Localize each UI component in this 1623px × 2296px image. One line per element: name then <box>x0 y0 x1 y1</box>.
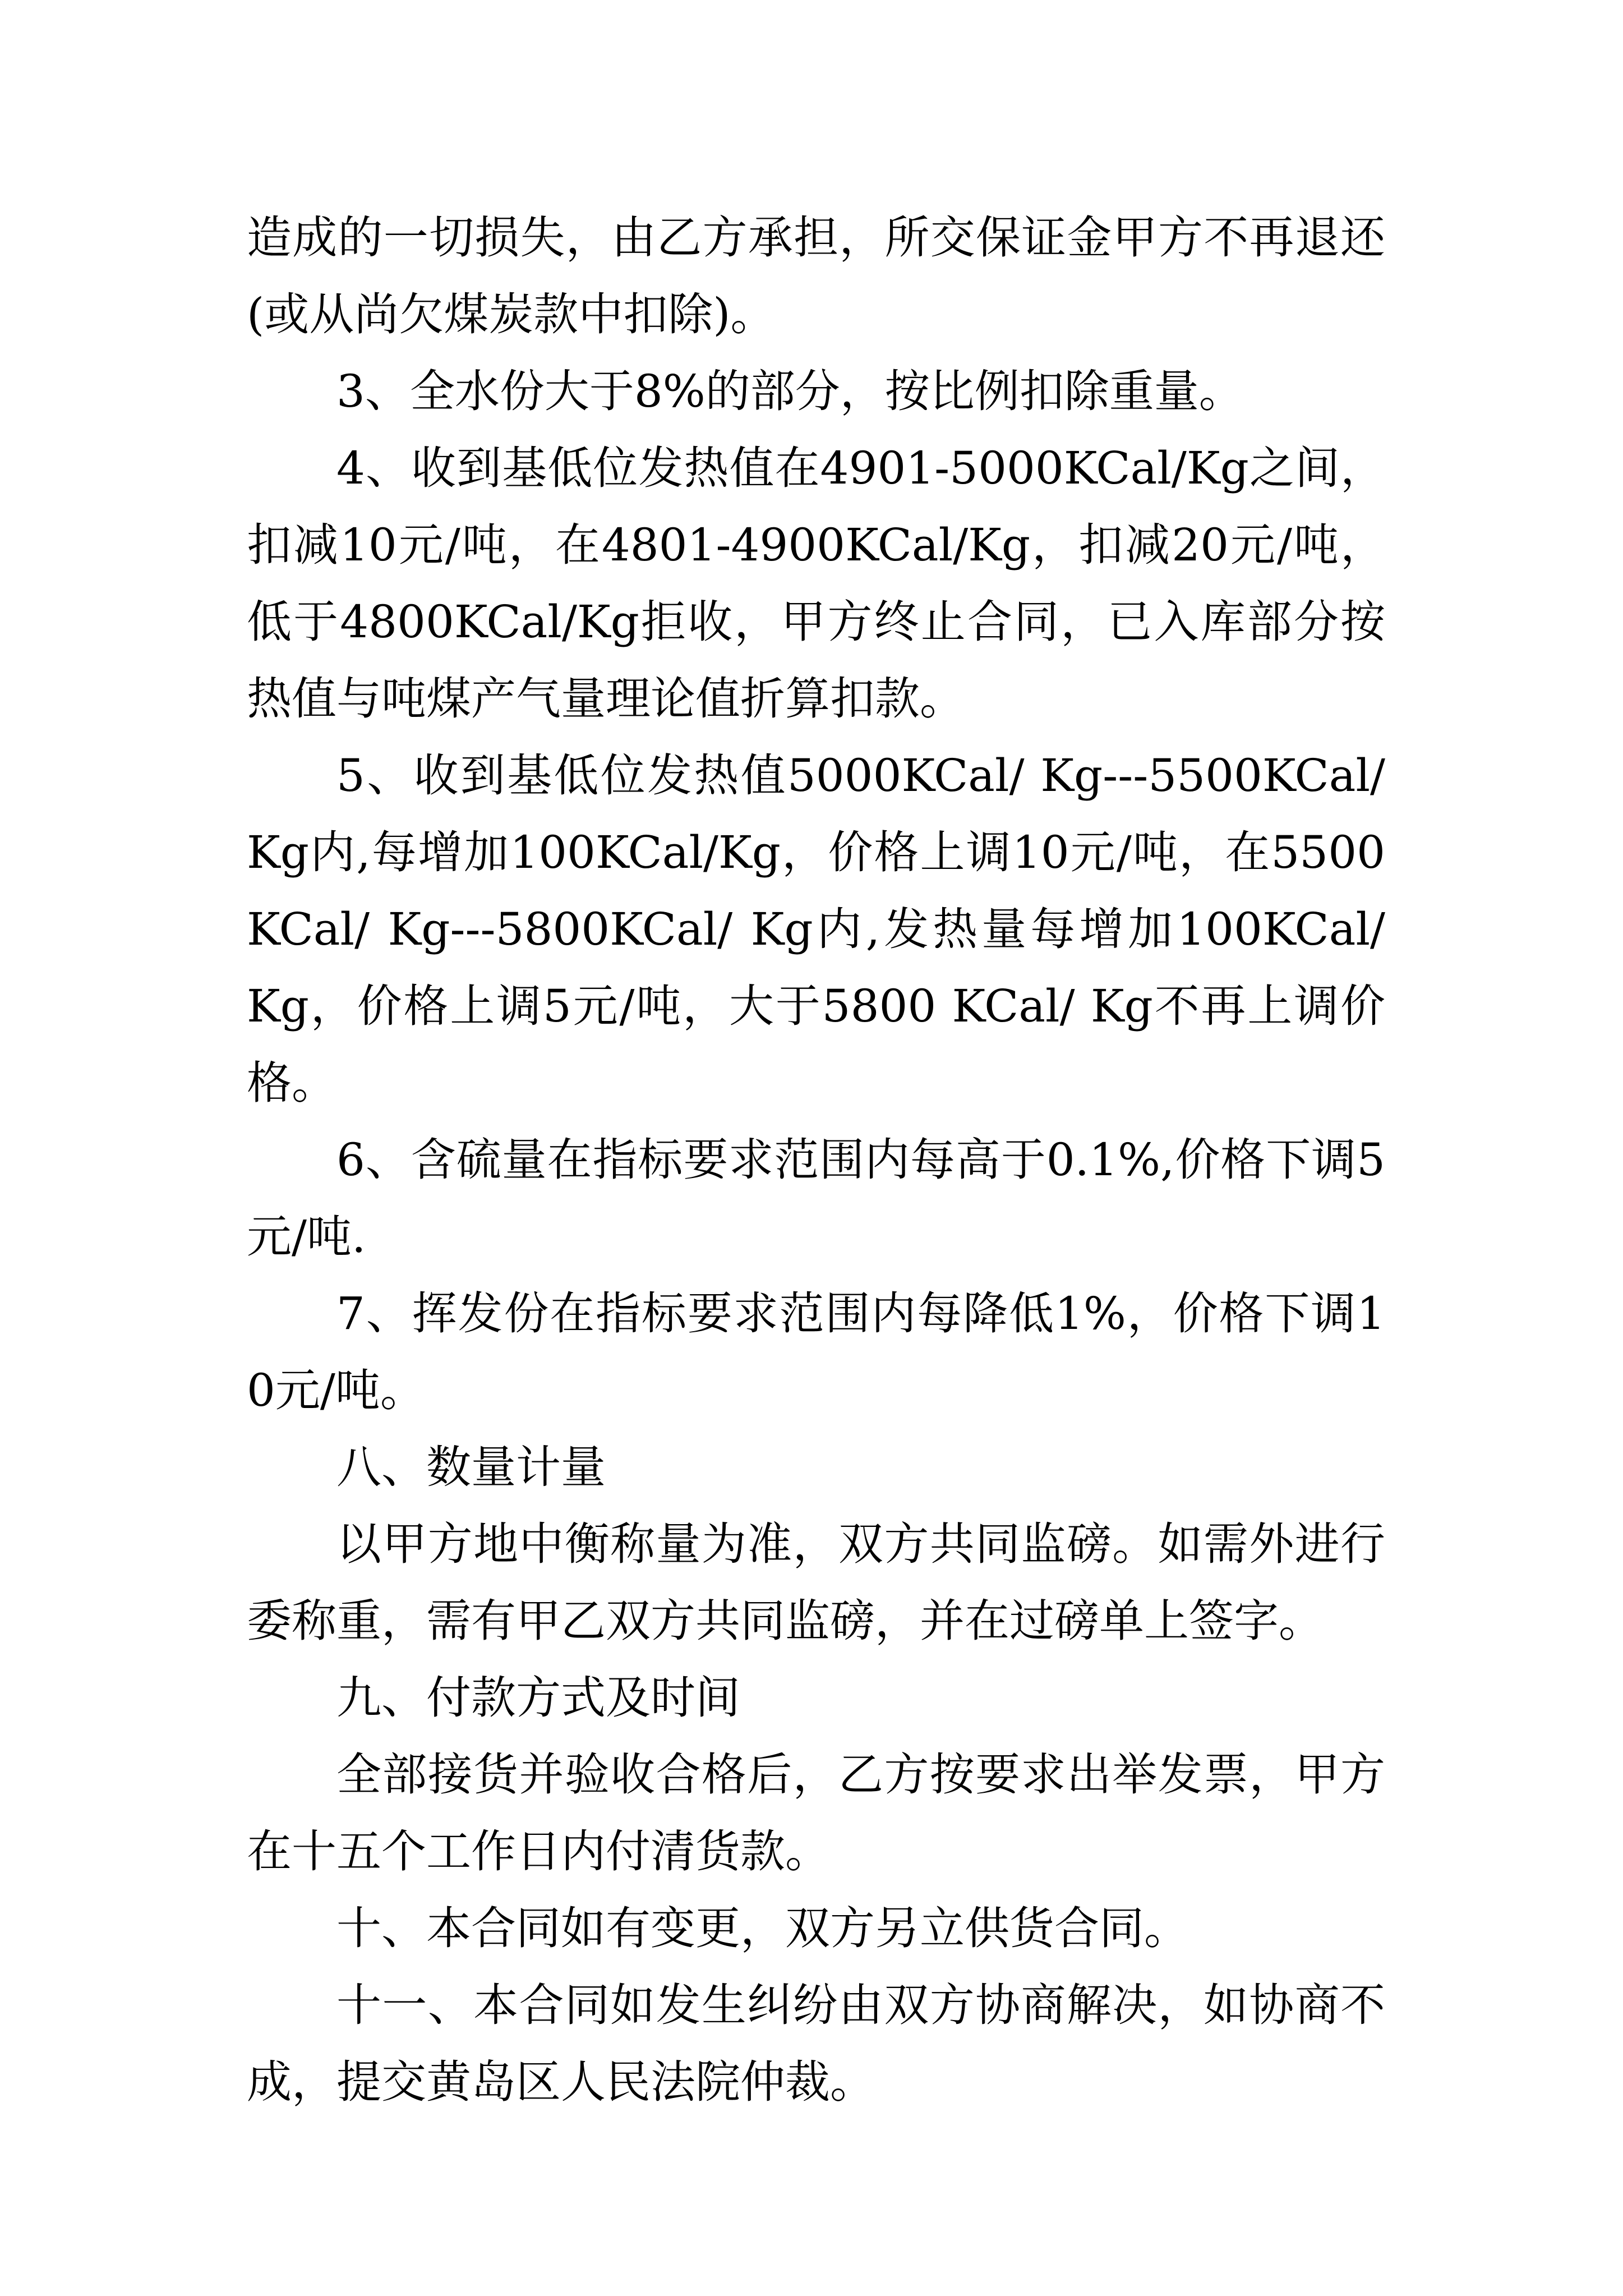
section-heading-quantity: 八、数量计量 <box>336 1441 606 1493</box>
paragraph-clause-7-2-continued: 造成的一切损失，由乙方承担，所交保证金甲方不再退还(或从尚欠煤炭款中扣除)。 <box>247 211 1385 341</box>
paragraph-clause-7-4: 4、收到基低位发热值在4901-5000KCal/Kg之间，扣减10元/吨，在4801-4900KCal/Kg，扣减20元/吨，低于4800KCal/Kg拒收，甲方终止合同，已入库部分按热值与吨煤产气量理论值折算扣款。 <box>247 442 1385 725</box>
paragraph-payment: 全部接货并验收合格后，乙方按要求出举发票，甲方在十五个工作日内付清货款。 <box>247 1749 1385 1878</box>
paragraph-clause-7-6: 6、含硫量在指标要求范围内每高于0.1%,价格下调5元/吨. <box>247 1134 1385 1263</box>
paragraph-clause-7-7: 7、挥发份在指标要求范围内每降低1%，价格下调10元/吨。 <box>247 1287 1385 1416</box>
paragraph-clause-7-5: 5、收到基低位发热值5000KCal/ Kg---5500KCal/ Kg内,每增加100KCal/Kg，价格上调10元/吨，在5500KCal/ Kg---5800KCal/ Kg内,发热量每增加100KCal/ Kg，价格上调5元/吨，大于5800 KCal/ Kg不再上调价格。 <box>247 749 1385 1109</box>
paragraph-amendment: 十、本合同如有变更，双方另立供货合同。 <box>336 1902 1189 1954</box>
paragraph-quantity: 以甲方地中衡称量为准，双方共同监磅。如需外进行委称重，需有甲乙双方共同监磅，并在过磅单上签字。 <box>247 1518 1385 1647</box>
paragraph-clause-7-3: 3、全水份大于8%的部分，按比例扣除重量。 <box>336 365 1244 417</box>
paragraph-dispute: 十一、本合同如发生纠纷由双方协商解决，如协商不成，提交黄岛区人民法院仲裁。 <box>247 1979 1385 2108</box>
contract-body <box>247 199 1385 2120</box>
section-heading-payment: 九、付款方式及时间 <box>336 1672 740 1724</box>
